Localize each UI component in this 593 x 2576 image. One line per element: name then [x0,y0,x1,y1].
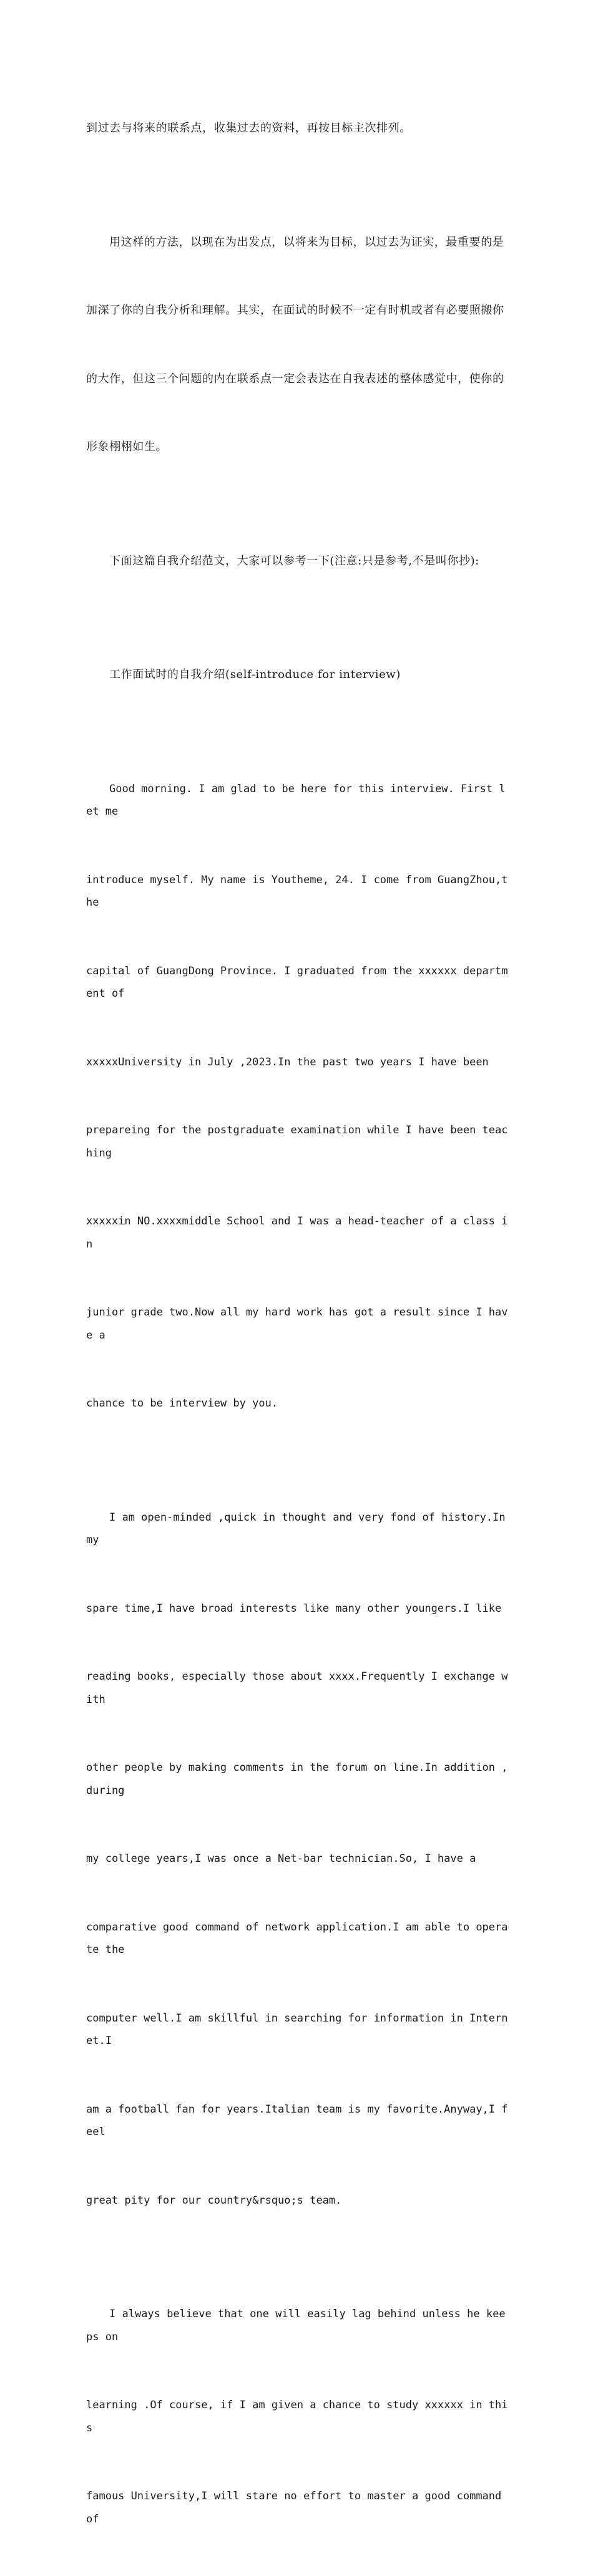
text-line: my college years,I was once a Net-bar technician.So, I have a [86,1852,476,1865]
text-line: 加深了你的自我分析和理解。其实，在面试的时候不一定有时机或者有必要照搬你 [86,304,504,317]
document-body [86,72,512,2576]
text-line: am a football fan for years.Italian team is my favorite.Anyway,I feel [86,2103,508,2138]
text-line: I always believe that one will easily lag behind unless he keeps on [86,2308,506,2343]
paragraph-2 [86,186,508,505]
text-line: reading books, especially those about xxxx.Frequently I exchange with [86,1670,508,1706]
text-line: Good morning. I am glad to be here for this interview. First let me [86,782,506,818]
text-line: xxxxxin NO.xxxxmiddle School and I was a head-teacher of a class in [86,1215,508,1251]
paragraph-1 [86,72,508,186]
text-line: learning .Of course, if I am given a chance to study xxxxxx in this [86,2399,508,2434]
paragraph-3 [86,505,508,619]
text-line: other people by making comments in the forum on line.In addition ,during [86,1761,508,1797]
text-line: junior grade two.Now all my hard work has got a result since I have a [86,1306,508,1342]
text-line: prepareing for the postgraduate examination while I have been teaching [86,1124,508,1160]
paragraph-6 [86,1461,512,2258]
text-line: 工作面试时的自我介绍(self-introduce for interview) [109,668,401,681]
paragraph-4-heading [86,618,508,732]
text-line: 下面这篇自我介绍范文，大家可以参考一下(注意:只是参考,不是叫你抄): [109,554,479,568]
text-line: computer well.I am skillful in searching for information in Internet.I [86,2012,508,2047]
text-line: 形象栩栩如生。 [86,440,168,453]
text-line: I am open-minded ,quick in thought and very fond of history.In my [86,1511,512,1546]
text-line: 到过去与将来的联系点，收集过去的资料，再按目标主次排列。 [86,122,411,135]
paragraph-7 [86,2257,508,2576]
text-line: chance to be interview by you. [86,1397,278,1410]
text-line: xxxxxUniversity in July ,2023.In the past two years I have been [86,1055,489,1068]
text-line: famous University,I will stare no effort to master a good command of [86,2490,508,2525]
text-line: capital of GuangDong Province. I graduated from the xxxxxx department of [86,964,508,1000]
paragraph-5 [86,732,508,1461]
text-line: 用这样的方法，以现在为出发点，以将来为目标，以过去为证实，最重要的是 [109,235,504,249]
text-line: great pity for our country&rsquo;s team. [86,2194,342,2207]
text-line: comparative good command of network application.I am able to operate the [86,1920,508,1956]
text-line: spare time,I have broad interests like many other youngers.I like [86,1602,502,1615]
text-line: 的大作，但这三个问题的内在联系点一定会表达在自我表述的整体感觉中，使你的 [86,372,504,385]
text-line: introduce myself. My name is Youtheme, 24. I come from GuangZhou,the [86,873,508,909]
